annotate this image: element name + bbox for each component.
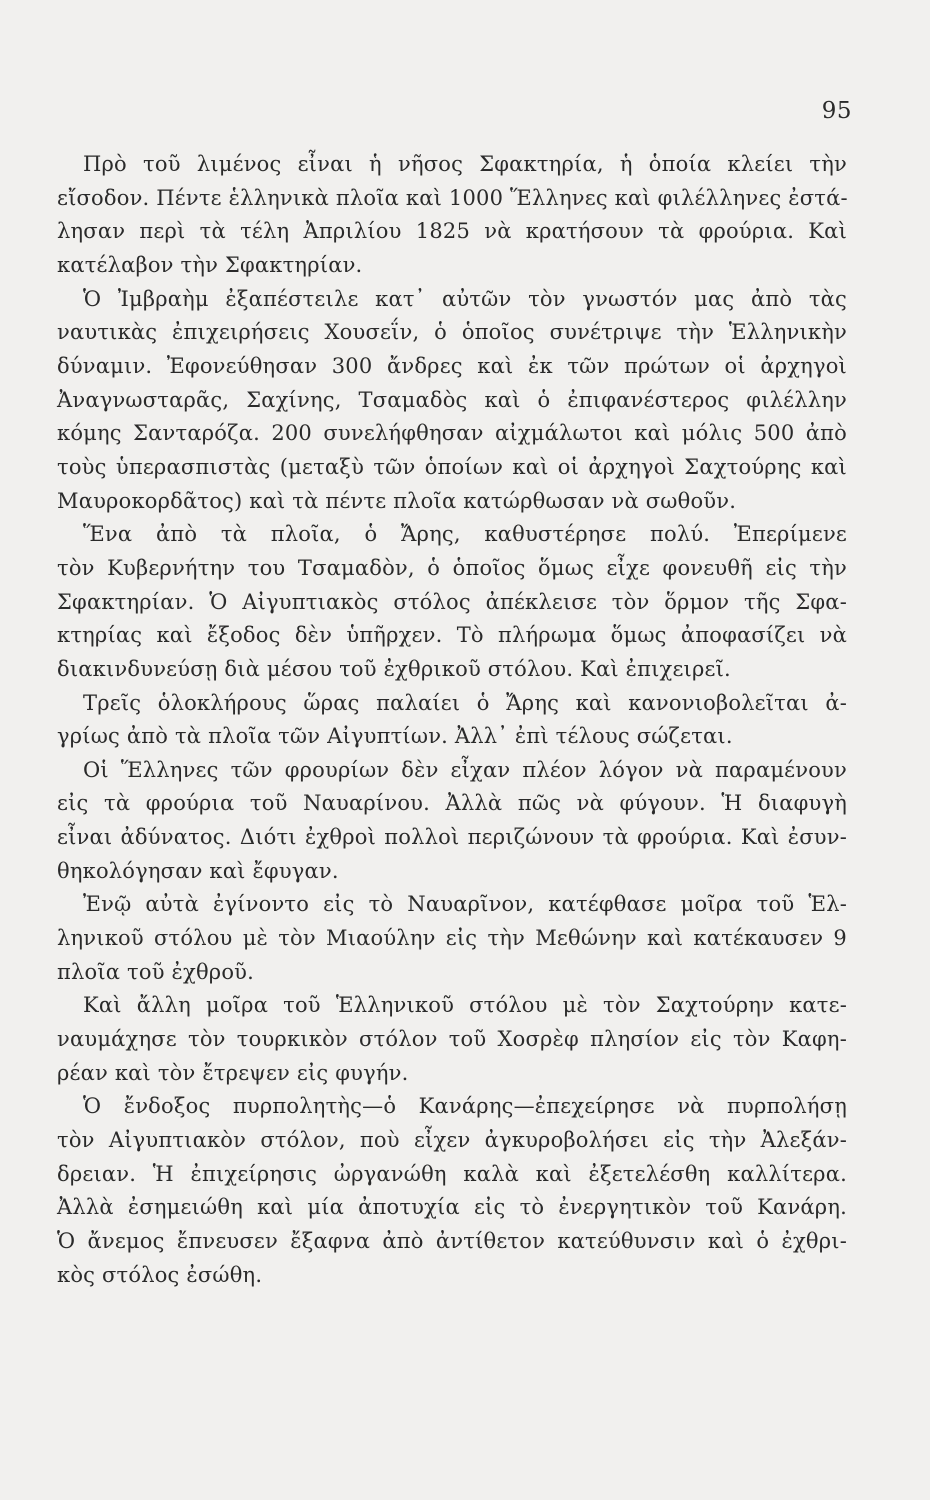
text-line: τοὺς ὑπερασπιστὰς (μεταξὺ τῶν ὁποίων καὶ οἱ ἀρχηγοὶ Σαχτούρης καὶ [57,454,847,479]
text-line: Τρεῖς ὁλοκλήρους ὥρας παλαίει ὁ Ἄρης καὶ κανονιοβολεῖται ἀ- [83,690,847,715]
text-line: Ἀναγνωσταρᾶς, Σαχίνης, Τσαμαδὸς καὶ ὁ ἐπιφανέστερος φιλέλλην [57,387,847,412]
text-line: Ὁ ἔνδοξος πυρπολητὴς—ὁ Κανάρης—ἐπεχείρησε νὰ πυρπολήσῃ [83,1094,847,1119]
text-line: πλοῖα τοῦ ἐχθροῦ. [57,959,255,984]
body-text [57,148,847,1292]
text-line: Καὶ ἄλλη μοῖρα τοῦ Ἑλληνικοῦ στόλου μὲ τὸν Σαχτούρην κατε- [83,993,847,1018]
text-line: Ἐνῷ αὐτὰ ἐγίνοντο εἰς τὸ Ναυαρῖνον, κατέφθασε μοῖρα τοῦ Ἑλ- [83,892,847,917]
text-line: εἶναι ἀδύνατος. Διότι ἐχθροὶ πολλοὶ περιζώνουν τὰ φρούρια. Καὶ ἐσυν- [57,825,847,850]
text-line: κατέλαβον τὴν Σφακτηρίαν. [57,252,363,277]
text-line: κόμης Σανταρόζα. 200 συνελήφθησαν αἰχμάλωτοι καὶ μόλις 500 ἀπὸ [57,421,847,446]
text-line: ληνικοῦ στόλου μὲ τὸν Μιαούλην εἰς τὴν Μεθώνην καὶ κατέκαυσεν 9 [57,926,847,951]
text-line: δρειαν. Ἡ ἐπιχείρησις ὠργανώθη καλὰ καὶ ἐξετελέσθη καλλίτερα. [57,1161,847,1186]
text-line: Πρὸ τοῦ λιμένος εἶναι ἡ νῆσος Σφακτηρία, ἡ ὁποία κλείει τὴν [83,152,847,176]
text-line: τὸν Κυβερνήτην του Τσαμαδὸν, ὁ ὁποῖος ὅμως εἶχε φονευθῆ εἰς τὴν [57,555,847,580]
text-line: Ὁ Ἰμβραὴμ ἐξαπέστειλε κατ᾽ αὐτῶν τὸν γνωστόν μας ἀπὸ τὰς [83,286,847,311]
text-line: λησαν περὶ τὰ τέλη Ἀπριλίου 1825 νὰ κρατήσουν τὰ φρούρια. Καὶ [57,219,847,244]
text-line: εἰς τὰ φρούρια τοῦ Ναυαρίνου. Ἀλλὰ πῶς νὰ φύγουν. Ἡ διαφυγὴ [57,791,847,816]
text-line: κτηρίας καὶ ἔξοδος δὲν ὑπῆρχεν. Τὸ πλήρωμα ὅμως ἀποφασίζει νὰ [57,623,847,648]
text-line: Μαυροκορδᾶτος) καὶ τὰ πέντε πλοῖα κατώρθωσαν νὰ σωθοῦν. [57,488,737,513]
text-line: θηκολόγησαν καὶ ἔφυγαν. [57,858,339,883]
text-line: ναυμάχησε τὸν τουρκικὸν στόλον τοῦ Χοσρὲφ πλησίον εἰς τὸν Καφη- [57,1027,847,1052]
text-line: τὸν Αἰγυπτιακὸν στόλον, ποὺ εἶχεν ἀγκυροβολήσει εἰς τὴν Ἀλεξάν- [57,1128,847,1153]
text-line: ρέαν καὶ τὸν ἔτρεψεν εἰς φυγήν. [57,1060,409,1085]
text-line: κὸς στόλος ἐσώθη. [57,1262,263,1287]
text-line: εἴσοδον. Πέντε ἑλληνικὰ πλοῖα καὶ 1000 Ἕλληνες καὶ φιλέλληνες ἐστά- [57,185,848,210]
text-line: Σφακτηρίαν. Ὁ Αἰγυπτιακὸς στόλος ἀπέκλεισε τὸν ὅρμον τῆς Σφα- [57,589,847,614]
text-line: Ἕνα ἀπὸ τὰ πλοῖα, ὁ Ἄρης, καθυστέρησε πολύ. Ἐπερίμενε [83,522,847,547]
text-line: Οἱ Ἕλληνες τῶν φρουρίων δὲν εἶχαν πλέον λόγον νὰ παραμένουν [83,757,847,782]
text-line: Ὁ ἄνεμος ἔπνευσεν ἔξαφνα ἀπὸ ἀντίθετον κατεύθυνσιν καὶ ὁ ἐχθρι- [57,1229,847,1253]
text-line: Ἀλλὰ ἐσημειώθη καὶ μία ἀποτυχία εἰς τὸ ἐνεργητικὸν τοῦ Κανάρη. [57,1195,847,1220]
page-number: 95 [821,98,852,124]
text-line: γρίως ἀπὸ τὰ πλοῖα τῶν Αἰγυπτίων. Ἀλλ᾽ ἐπὶ τέλους σώζεται. [57,724,733,749]
text-line: ναυτικὰς ἐπιχειρήσεις Χουσεΐν, ὁ ὁποῖος συνέτριψε τὴν Ἑλληνικὴν [57,320,847,345]
text-line: διακινδυνεύσῃ διὰ μέσου τοῦ ἐχθρικοῦ στόλου. Καὶ ἐπιχειρεῖ. [57,656,731,681]
text-line: δύναμιν. Ἐφονεύθησαν 300 ἄνδρες καὶ ἐκ τῶν πρώτων οἱ ἀρχηγοὶ [57,353,847,378]
